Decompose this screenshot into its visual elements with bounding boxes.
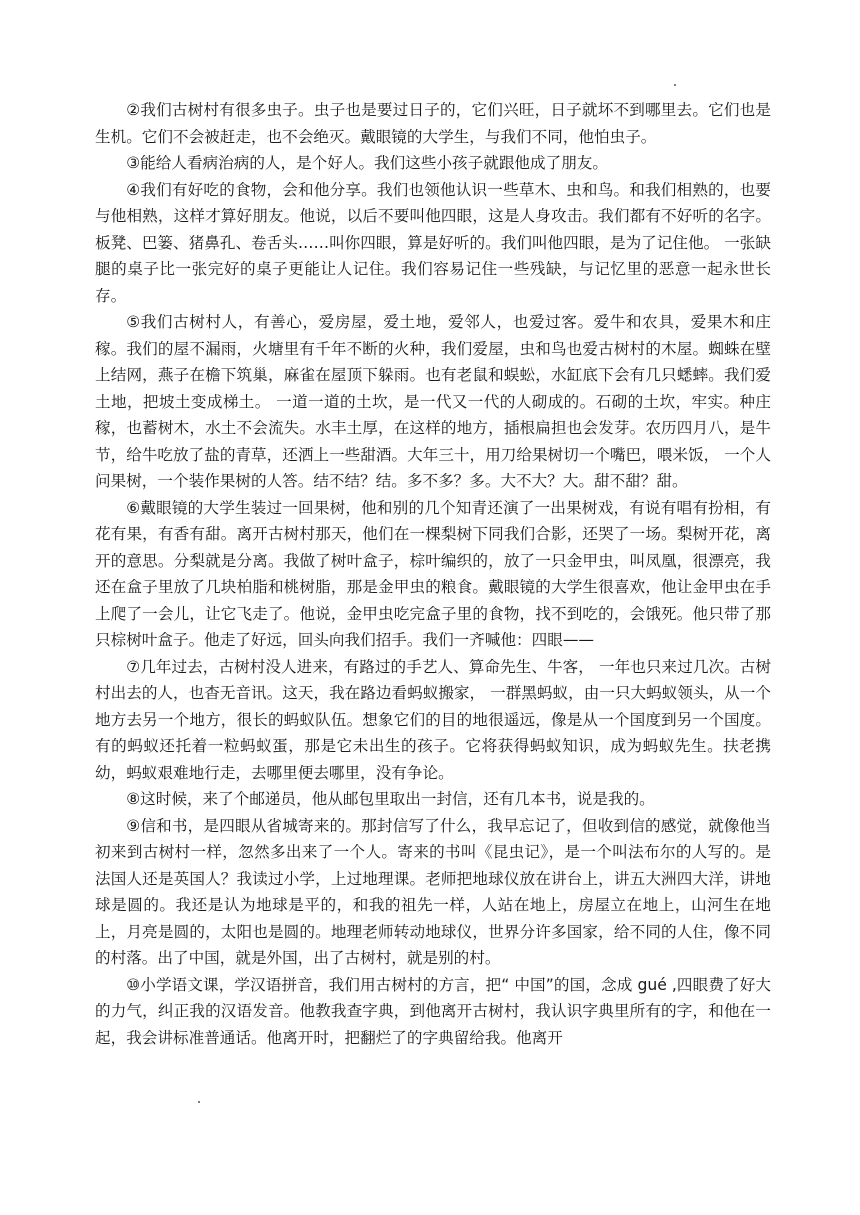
- paragraph-9: ⑨信和书，是四眼从省城寄来的。那封信写了什么，我早忘记了，但收到信的感觉，就像他当初来到古树村一样，忽然多出来了一个人。寄来的书叫《昆虫记》，是一个叫法布尔的人写的。是法国人还是英国人？我读过小学，上过地理课。老师把地球仪放在讲台上，讲五大洲四大洋，讲地球是圆的。我还是认为地球是平的，和我的祖先一样，人站在地上，房屋立在地上，山河生在地上，月亮是圆的，太阳也是圆的。地理老师转动地球仪，世界分许多国家，给不同的人住，像不同的村落。出了中国，就是外国，出了古树村，就是别的村。: [95, 816, 771, 967]
- document-body: [95, 97, 771, 1051]
- scan-speck: [198, 1101, 200, 1103]
- paragraph-2: ②我们古树村有很多虫子。虫子也是要过日子的，它们兴旺，日子就坏不到哪里去。它们也是生机。它们不会被赶走，也不会绝灭。戴眼镜的大学生，与我们不同，他怕虫子。: [95, 101, 771, 146]
- paragraph-6: ⑥戴眼镜的大学生装过一回果树，他和别的几个知青还演了一出果树戏，有说有唱有扮相，有花有果，有香有甜。离开古树村那天，他们在一棵梨树下同我们合影，还哭了一场。梨树开花，离开的意思。分梨就是分离。我做了树叶盒子，棕叶编织的，放了一只金甲虫，叫凤凰，很漂亮，我还在盒子里放了几块柏脂和桃树脂，那是金甲虫的粮食。戴眼镜的大学生很喜欢，他让金甲虫在手上爬了一会儿，让它飞走了。他说，金甲虫吃完盒子里的食物，找不到吃的，会饿死。他只带了那只棕树叶盒子。他走了好远，回头向我们招手。我们一齐喊他：四眼——: [95, 498, 771, 649]
- paragraph-5: ⑤我们古树村人，有善心，爱房屋，爱土地，爱邻人，也爱过客。爱牛和农具，爱果木和庄稼。我们的屋不漏雨，火塘里有千年不断的火种，我们爱屋，虫和鸟也爱古树村的木屋。蜘蛛在壁上结网，燕子在檐下筑巢，麻雀在屋顶下躲雨。也有老鼠和蜈蚣，水缸底下会有几只蟋蟀。我们爱土地，把坡土变成梯土。 一道一道的土坎，是一代又一代的人砌成的。石砌的土坎，牢实。种庄稼，也蓄树木，水土不会流失。水丰土厚，在这样的地方，插根扁担也会发芽。农历四月八，是牛节，给牛吃放了盐的青草，还洒上一些甜酒。大年三十，用刀给果树切一个嘴巴，喂米饭， 一个人问果树，一个装作果树的人答。结不结？结。多不多？多。大不大？大。甜不甜？甜。: [95, 313, 771, 490]
- scan-speck: [674, 84, 676, 86]
- paragraph-7: ⑦几年过去，古树村没人进来，有路过的手艺人、算命先生、牛客， 一年也只来过几次。古树村出去的人，也杳无音讯。这天，我在路边看蚂蚁搬家， 一群黑蚂蚁，由一只大蚂蚁领头，从一个地方去另一个地方，很长的蚂蚁队伍。想象它们的目的地很遥远，像是从一个国度到另一个国度。有的蚂蚁还托着一粒蚂蚁蛋，那是它未出生的孩子。它将获得蚂蚁知识，成为蚂蚁先生。扶老携幼，蚂蚁艰难地行走，去哪里便去哪里，没有争论。: [95, 657, 771, 782]
- paragraph-3: ③能给人看病治病的人，是个好人。我们这些小孩子就跟他成了朋友。: [126, 154, 608, 172]
- paragraph-8: ⑧这时候，来了个邮递员，他从邮包里取出一封信，还有几本书，说是我的。: [126, 790, 655, 808]
- paragraph-4: ④我们有好吃的食物，会和他分享。我们也领他认识一些草木、虫和鸟。和我们相熟的，也要与他相熟，这样才算好朋友。他说，以后不要叫他四眼，这是人身攻击。我们都有不好听的名字。板凳、巴篓、猪鼻孔、卷舌头……叫你四眼，算是好听的。我们叫他四眼，是为了记住他。 一张缺腿的桌子比一张完好的桌子更能让人记住。我们容易记住一些残缺，与记忆里的恶意一起永世长存。: [95, 180, 771, 305]
- paragraph-10: ⑩小学语文课，学汉语拼音，我们用古树村的方言，把“ 中国”的国，念成 gué ,四眼费了好大的力气，纠正我的汉语发音。他教我查字典，到他离开古树村，我认识字典里所有的字，和他在一起，我会讲标准普通话。他离开时，把翻烂了的字典留给我。他离开: [95, 975, 771, 1047]
